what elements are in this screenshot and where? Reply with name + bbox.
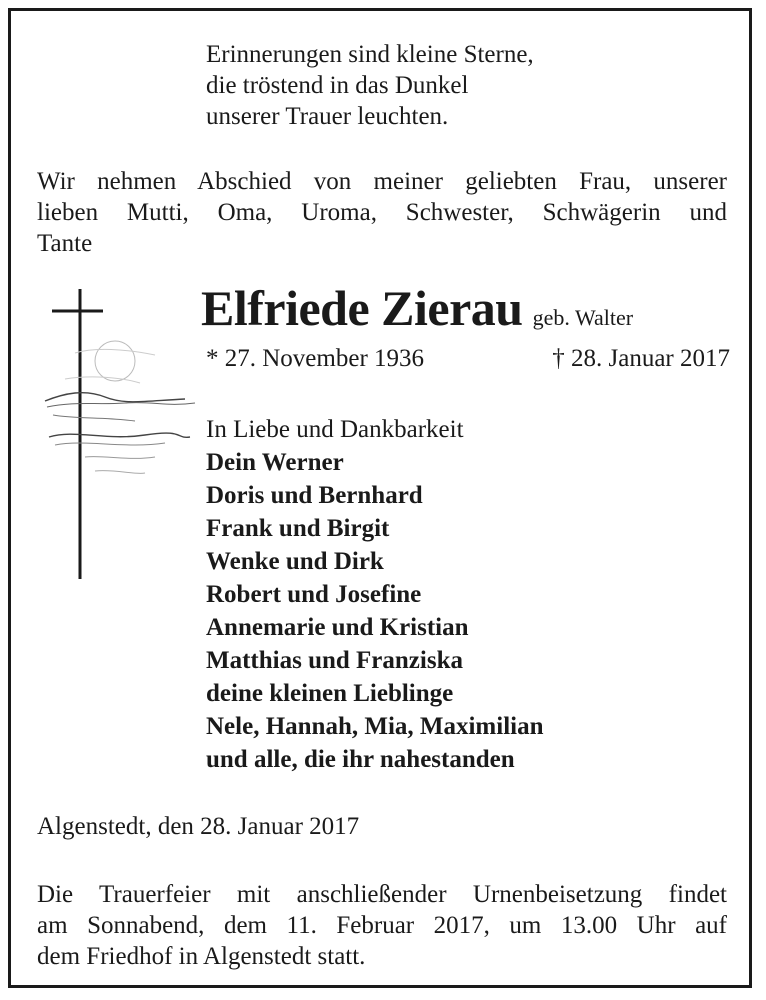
mourner-name: Matthias und Franziska: [206, 647, 463, 674]
mourner-name: Doris und Bernhard: [206, 482, 423, 509]
mourner-name: deine kleinen Lieblinge: [206, 680, 454, 707]
deceased-name-row: [201, 279, 633, 337]
ceremony-line: Die Trauerfeier mit anschließender Urnenbeisetzung findet: [37, 881, 727, 908]
mourner-name: Nele, Hannah, Mia, Maximilian: [206, 713, 544, 740]
cross-landscape-illustration: [35, 289, 205, 579]
poem-line: die tröstend in das Dunkel: [206, 72, 469, 99]
intro-line: Tante: [37, 230, 93, 257]
life-dates: [206, 343, 730, 374]
place-and-date: Algenstedt, den 28. Januar 2017: [37, 813, 360, 840]
maiden-name: geb. Walter: [532, 305, 634, 330]
mourner-name: Robert und Josefine: [206, 581, 422, 608]
mourner-name: und alle, die ihr nahestanden: [206, 746, 515, 773]
mourner-name: Frank und Birgit: [206, 515, 390, 542]
poem-line: unserer Trauer leuchten.: [206, 103, 449, 130]
mourner-name: Wenke und Dirk: [206, 548, 384, 575]
intro-line: Wir nehmen Abschied von meiner geliebten Frau, unserer: [37, 168, 727, 195]
memorial-poem: [206, 39, 534, 132]
mourner-name: Annemarie und Kristian: [206, 614, 469, 641]
death-date: † 28. Januar 2017: [552, 345, 730, 372]
landscape-sketch-icon: [45, 341, 195, 473]
deceased-name: Elfriede Zierau: [201, 280, 523, 336]
poem-line: Erinnerungen sind kleine Sterne,: [206, 41, 534, 68]
ceremony-line: dem Friedhof in Algenstedt statt.: [37, 943, 366, 970]
farewell-intro: [37, 166, 727, 259]
mourners-greeting: In Liebe und Dankbarkeit: [206, 416, 464, 443]
birth-date: * 27. November 1936: [206, 345, 425, 372]
obituary-card: [8, 8, 752, 988]
intro-line: lieben Mutti, Oma, Uroma, Schwester, Schwägerin und: [37, 199, 727, 226]
ceremony-line: am Sonnabend, dem 11. Februar 2017, um 13.00 Uhr auf: [37, 912, 727, 939]
ceremony-notice: [37, 879, 727, 972]
mourner-name: Dein Werner: [206, 449, 344, 476]
mourners-list: [206, 413, 544, 776]
